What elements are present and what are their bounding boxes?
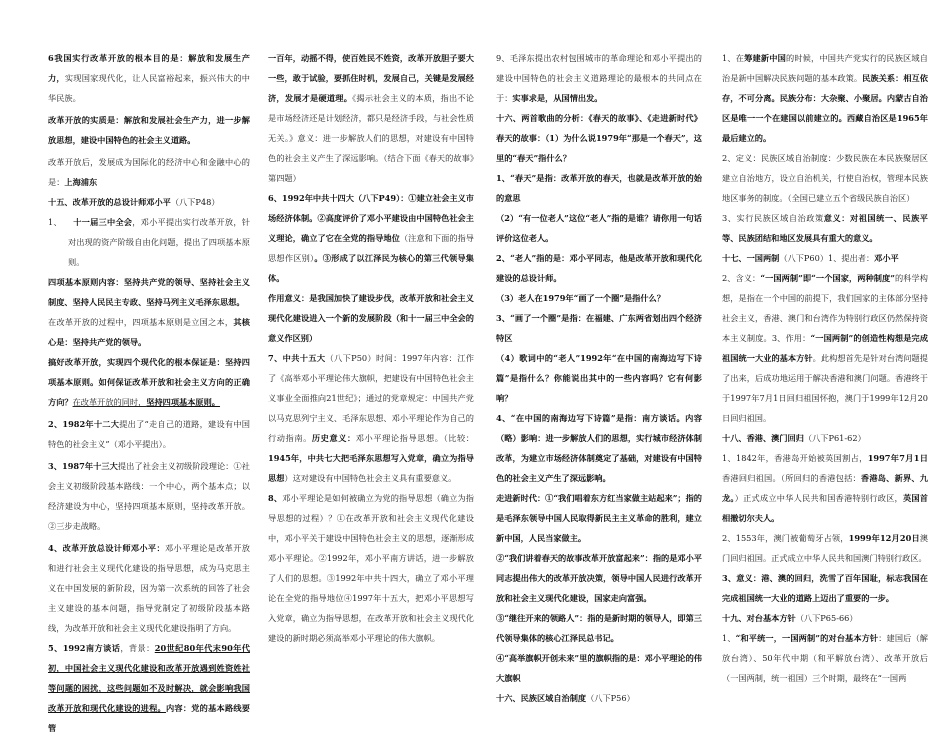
item-1 [48,212,250,272]
southern-talk-essence: 《揭示社会主义的本质，指出不论是市场经济还是计划经济，都只是经济手段，与社会性质无关。》意义：进一步解放人们的思想，对建设有中国特色的社会主义产生了深远影响。 [268,93,474,163]
new-era-2: ②“我们讲着春天的故事改革开放富起来”：指的是邓小平同志提出伟大的改革开放决策，领导中国人民进行改革开放和社会主义现代化建设，国家走向富强。 [496,553,702,603]
core-text: 在改革开放的过程中，四项基本原则是立国之本， [48,317,234,327]
answer-1: 1、“春天”是指：改革开放的春天，也就是改革开放的始的意思 [496,173,702,203]
ocs-lead: 2、含义： [722,273,761,283]
section-19-title: 十九、对台基本方针 [722,613,796,623]
item-2 [48,414,250,454]
section-18-title: 十八、香港、澳门回归 [722,433,804,443]
core-answer: 其核心是：坚持共产党的领导。 [48,317,250,347]
item-6-note: （注意和下面的指导思想作区别） [268,233,474,263]
four-principles: 四项基本原则内容：坚持共产党的领导、坚持社会主义制度、坚持人民民主专政、坚持马列主义毛泽东思想。 [48,277,250,307]
new-era-4: ④“高举旗帜开创未来”里的旗帜指的是：邓小平理论的伟大旗帜 [496,653,702,683]
item-8-number: 8、 [268,493,283,503]
section-16b-heading [496,688,702,708]
item-2-text: 提出了“走自己的道路，建设有中国特色的社会主义”（邓小平提出）。 [48,419,250,449]
guarantee-underline: 在改革开放的同时， [72,397,147,407]
section-16-heading: 十六、两首歌曲的分析：《春天的故事》、《走进新时代》春天的故事：（1）为什么说1979年“那是一个春天”，这里的“春天”指什么？ [496,113,702,163]
answer-4: 4、“在中国的南海边写下诗篇”是指：南方谈话。内容（略）影响：进一步解放人们的思想，实行城市经济体制改革，为建立市场经济体制奠定了基础，对建设有中国特色的社会主义产生了深远影响。 [496,413,702,483]
item-5 [48,638,250,738]
item-4-heading: 4、改革开放总设计师邓小平： [48,543,165,553]
hk-text-2: ）正式成立中华人民共和国香港特别行政区， [734,493,903,503]
new-era-1: 走进新时代：①“我们唱着东方红当家做主站起来”；指的是毛泽东领导中国人民取得新民主主义革命的胜利，建立新中国，人民当家做主。 [496,493,702,543]
column-3 [496,48,702,708]
item-5-heading: 5、1992南方谈话 [48,643,121,653]
taiwan-lead: 1、 [722,633,736,643]
essence-text: 改革开放的实质是：解放和发展社会生产力，进一步解放思想，建设中国特色的社会主义道路。 [48,115,250,145]
hk-text: 香港回归祖国。（所回归的香港包括： [722,473,861,483]
paragraph-pudong [48,152,250,192]
regional-autonomy-3 [722,208,928,248]
section-15-title: 十五、改革开放的总设计师邓小平 [48,197,171,207]
paragraph-essence [48,110,250,150]
item-1-heading: 十一届三中全会 [73,217,133,227]
ra1-text: 的时候，中国共产党实行的民族区域自治是新中国解决民族问题的基本政策。 [722,53,928,83]
column-2 [268,48,474,648]
item-7 [268,348,474,488]
item-8 [268,488,474,648]
answer-3: 3、“画了一个圈”是指：在福建、广东两省划出四个经济特区 [496,313,702,343]
regional-autonomy-1 [722,48,928,148]
ocs-tail: 。此构想首先是针对台湾问题提了出来，后成功地运用于解决香港和澳门问题。香港终于于1997年7月1日回归祖国怀抱，澳门于1999年12月20日回归祖国。 [722,353,928,423]
section-17-proposer: 邓小平 [874,253,899,263]
section-16b-title: 十六、民族区域自治制度 [496,693,587,703]
paragraph-core [48,312,250,352]
item-7-text-2: 邓小平理论指导思想。（比较： [355,433,474,443]
item-2-heading: 2、1982年十二大 [48,419,120,429]
item-3-text: 提出了社会主义初级阶段理论：①社会主义初级阶段基本路线：一个中心，两个基本点；以经济建设为中心，坚持四项基本原则，坚持改革开放。②三步走战略。 [48,461,250,531]
southern-talk-note: （结合下面《春天的故事》第四题） [268,153,474,183]
paragraph-purpose [48,48,250,108]
ra3-significance: 意义：对祖国统一、民族平等、民族团结和地区发展具有重大的意义。 [722,213,928,243]
macau-date: 1999年12月20日 [848,533,920,543]
answer-2: 2、“老人”指的是：邓小平同志，他是改革开放和现代化建设的总设计师。 [496,253,702,283]
section-15-ref: （八下P48） [170,197,220,207]
item-4 [48,538,250,638]
ra1-lead: 1、在 [722,53,745,63]
item-9 [496,48,702,108]
item-9-text: 9、毛泽东提出农村包围城市的革命理论和邓小平提出的建设中国特色的社会主义道路理论的最根本的共同点在于： [496,53,702,103]
section-17-heading [722,248,928,268]
item-6-heading: 6、1992年中共十四大（八下P49）：①建立社会主义市场经济体制。②高度评价了邓小平建设由中国特色社会主义理论，确立了它在全党的指导地位 [268,193,474,243]
ra3-text: 3、实行民族区域自治政策 [722,213,824,223]
section-18-heading [722,428,928,448]
item-6-significance: 作用意义：是我国加快了建设步伐，改革开放和社会主义现代化建设进入一个新的发展阶段（和十一届三中全会的意义作区别） [268,293,474,343]
item-4-text: 邓小平理论是改革开放和进行社会主义现代化建设的指导思想，成为马克思主义在中国发展的新阶段，因为第一次系统的回答了社会主义建设的基本问题，指导党制定了初级阶段基本路线，为改革开放和社会主义现代化建设指明了方向。 [48,543,250,633]
column-4 [722,48,928,688]
item-9-answer: 实事求是，从国情出发。 [512,93,603,103]
item-3-heading: 3、1987年十三大 [48,461,118,471]
section-19-heading [722,608,928,628]
pudong-answer: 上海浦东 [64,177,98,187]
question-4: （4）歌词中的“老人”1992年“在中国的南海边写下诗篇”是指什么？你能说出其中的一些内容吗？它有何影响？ [496,353,702,403]
taiwan-policy [722,628,928,688]
section-15-heading [48,192,250,212]
taiwan-text: ：建国后（解放台湾）、50年代中期（和平解放台湾）、改革开放后（一国两制，统一祖国）三个时期，最终在“一国两 [722,633,928,683]
item-7-heading: 7、中共十五大 [268,353,326,363]
item-7-compare: 1945年，中共七大把毛泽东思想写入党章，确立为指导思想 [268,453,474,483]
regional-autonomy-2: 2、定义：民族区域自治制度：少数民族在本民族聚居区建立自治地方，设立自治机关，行使自治权，管理本民族地区事务的制度。（全国已建立五个省级民族自治区） [722,153,928,203]
new-era-3: ③“继往开来的领路人”：指的是新时期的领导人，即第三代领导集体的核心江泽民总书记。 [496,613,702,643]
item-5-label: ，背景： [120,643,155,653]
ra1-bold: 筹建新中国 [744,53,786,63]
purpose-heading: 6我国实行改革开放的根本目的是：解放和发展生产力， [48,53,250,83]
section-17-ref: （八下P60）1、提出者： [779,253,875,263]
ra1-relations: 民族关系：相互依存，不可分离。民族分布：大杂聚、小聚居。内蒙古自治区是唯一一个在建国以前建立的。西藏自治区是1965年最后建立的。 [722,73,928,143]
hk-lead: 1、1842年，香港岛开始被英国割占， [722,453,868,463]
macau [722,528,928,568]
question-2: （2）“有一位老人”这位“老人”指的是谁？请你用一句话评价这位老人。 [496,213,702,243]
hong-kong [722,448,928,528]
item-5-background: 20世纪80年代末90年代初，中国社会主义现代化建设和改革开放遇到姓资姓社等问题的困扰，这些问题如不及时解决，就会影响我国改革开放和现代化建设的进程。 [48,643,250,713]
item-5-tail: 内容：党的基本路线要管 [48,703,250,733]
pudong-text: 改革开放后，发展成为国际化的经济中心和金融中心的是： [48,157,250,187]
paragraph-southern-talk [268,48,474,188]
macau-text: 澳门回归祖国。正式成立中华人民共和国澳门特别行政区。 [722,533,929,563]
southern-talk-text: 使百姓民不姓资，改革开放胆子要大一些，敢于试验，要抓住时机，发展自己，关键是发展经济，发展才是硬道理。 [268,53,474,103]
paragraph-guarantee [48,352,250,412]
item-6 [268,188,474,288]
question-3: （3）老人在1979年“画了一个圈”是指什么？ [496,293,665,303]
purpose-text: 实现国家现代化，让人民富裕起来，振兴伟大的中华民族。 [48,73,250,103]
item-7-text: （八下P50）时间：1997年内容：江作了《高举邓小平理论伟大旗帜，把建设有中国特色社会主义事业全面推向21世纪》；通过的党章规定：中国共产党以马克思列宁主义、毛泽东思想、邓小平理论作为自己的行动指南。 [268,353,474,443]
hk-date: 1997年7月1日 [867,453,928,463]
macau-lead: 2、1553年，澳门被葡萄牙占领， [722,533,849,543]
southern-talk-lead: 一百年，动摇不得， [268,53,343,63]
item-7-significance-label: 历史意义： [311,433,356,443]
guarantee-text: 搞好改革开放，实现四个现代化的根本保证是：坚持四项基本原则。如何保证改革开放和社会主义方向的正确方向？ [48,357,250,407]
section-16b-ref: （八下P56） [586,693,635,703]
ocs-role: “一国两制”的创造性构想是完成祖国统一大业的基本方针 [722,333,929,363]
taiwan-policy-name: “和平统一，一国两制”的对台基本方针 [735,633,879,643]
ocs-text: 的科学构想，是指在一个中国的前提下，我们国家的主体部分坚持社会主义，香港、澳门和台湾作为特别行政区仍然保持资本主义制度。3、作用： [722,273,928,343]
item-1-text: ，邓小平提出实行改革开放，针对出现的资产阶级自由化问题，提出了四项基本原则。 [68,217,250,267]
column-1 [48,48,250,738]
hk-pm: 英国首相撤切尔夫人。 [722,493,928,523]
section-19-ref: （八下P65-66） [795,613,858,623]
section-18-ref: （八下P61-62） [803,433,866,443]
guarantee-underline-bold: 坚持四项基本原则。 [146,397,220,407]
item-1-number: 1、 [48,217,62,227]
section-17-title: 十七、一国两制 [722,253,780,263]
item-7-text-3: ）这对建设有中国特色社会主义具有重要意义。 [284,473,457,483]
hk-areas: 香港岛、新界、九龙。 [722,473,928,503]
item-8-text: 邓小平理论是如何被确立为党的指导思想（确立为指导思想的过程）？①在改革开放和社会主义现代化建设中，邓小平关于建设中国特色社会主义的思想，逐渐形成邓小平理论。②1992年，邓小平南方讲话，进一步解放了人们的思想。③1992年中共十四大，确立了邓小平理论在全党的指导地位④1997年十五大，把邓小平思想写入党章，确立为指导思想，在改革开放和社会主义现代化建设的新时期必须高举邓小平理论的伟大旗帜。 [268,493,474,643]
item-6-tail: 。③形成了以江泽民为核心的第三代领导集体。 [268,253,474,283]
one-country-two-systems [722,268,928,428]
return-significance: 3、意义：港、澳的回归，洗雪了百年国耻，标志我国在完成祖国统一大业的道路上迈出了重要的一步。 [722,573,928,603]
ocs-definition: “一国两制”即“一个国家，两种制度” [760,273,895,283]
item-3 [48,456,250,536]
